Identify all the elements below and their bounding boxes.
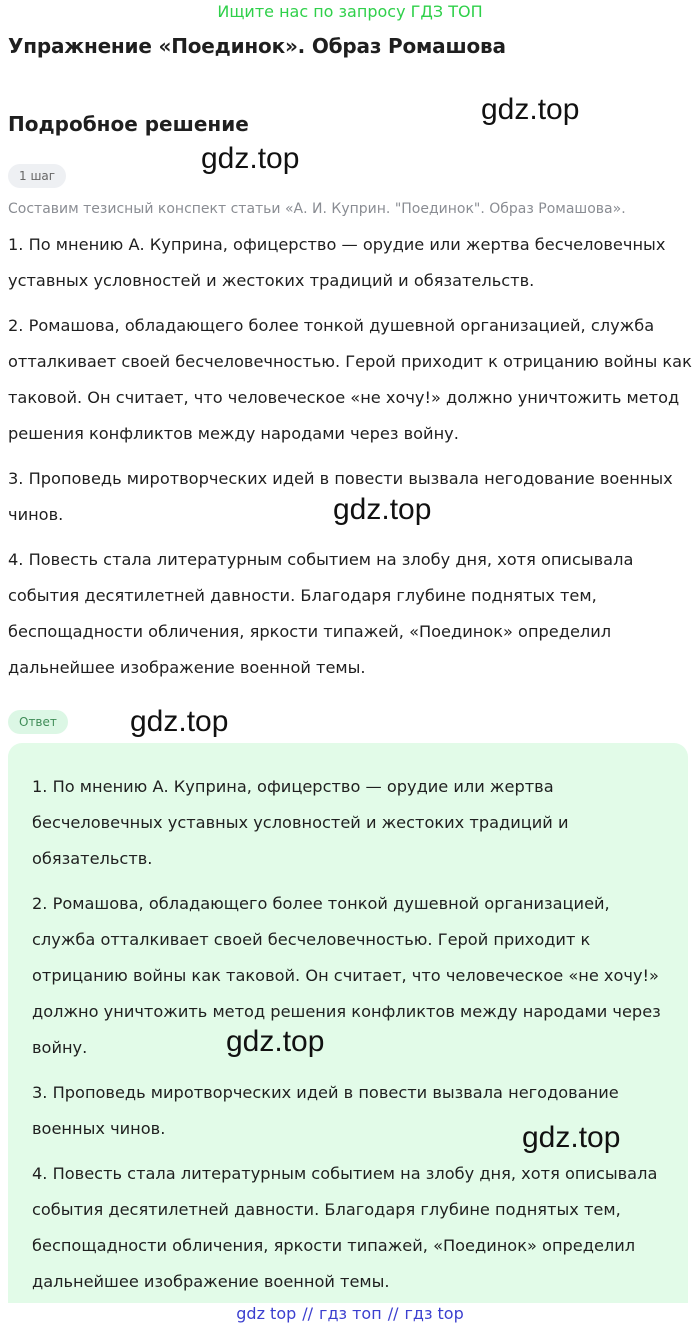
page-title: Упражнение «Поединок». Образ Ромашова: [8, 34, 506, 58]
top-banner[interactable]: Ищите нас по запросу ГДЗ ТОП: [217, 2, 483, 21]
watermark: gdz.top: [481, 93, 580, 126]
answer-paragraph: 3. Проповедь миротворческих идей в повести вызвала негодование военных чинов.: [32, 1083, 619, 1138]
solution-paragraph: 4. Повесть стала литературным событием на злобу дня, хотя описывала события десятилетней давности. Благодаря глубине поднятых тем, беспощадности обличения, яркости типажей, «Поединок» определил дальнейшее изображение военной темы.: [8, 550, 634, 677]
solution-paragraph: 3. Проповедь миротворческих идей в повести вызвала негодование военных чинов.: [8, 469, 673, 524]
watermark: gdz.top: [226, 1025, 325, 1058]
answer-paragraph: 1. По мнению А. Куприна, офицерство — орудие или жертва бесчеловечных уставных условностей и жестоких традиций и обязательств.: [32, 777, 569, 868]
solution-body: [8, 227, 692, 695]
solution-paragraph: 1. По мнению А. Куприна, офицерство — орудие или жертва бесчеловечных уставных условностей и жестоких традиций и обязательств.: [8, 235, 666, 290]
lead-text: Составим тезисный конспект статьи «А. И. Куприн. "Поединок". Образ Ромашова».: [8, 201, 626, 217]
watermark: gdz.top: [522, 1121, 621, 1154]
footer-separator: //: [387, 1304, 399, 1323]
step-badge: 1 шаг: [8, 164, 66, 188]
watermark: gdz.top: [130, 705, 229, 738]
section-title: Подробное решение: [8, 112, 249, 136]
answer-box: [8, 743, 688, 1303]
footer-link[interactable]: гдз top: [404, 1304, 464, 1323]
footer-link[interactable]: гдз топ: [319, 1304, 382, 1323]
footer: [0, 1301, 700, 1329]
watermark: gdz.top: [201, 142, 300, 175]
footer-separator: //: [302, 1304, 314, 1323]
answer-paragraph: 2. Ромашова, обладающего более тонкой душевной организацией, служба отталкивает своей бесчеловечностью. Герой приходит к отрицанию войны как таковой. Он считает, что человеческое «не хочу!» должно уничтожить метод решения конфликтов между народами через войну.: [32, 894, 661, 1057]
answer-paragraph: 4. Повесть стала литературным событием на злобу дня, хотя описывала события десятилетней давности. Благодаря глубине поднятых тем, беспощадности обличения, яркости типажей, «Поединок» определил дальнейшее изображение военной темы.: [32, 1164, 658, 1291]
footer-link[interactable]: gdz top: [236, 1304, 297, 1323]
answer-badge: Ответ: [8, 710, 68, 734]
solution-paragraph: 2. Ромашова, обладающего более тонкой душевной организацией, служба отталкивает своей бесчеловечностью. Герой приходит к отрицанию войны как таковой. Он считает, что человеческое «не хочу!» должно уничтожить метод решения конфликтов между народами через войну.: [8, 316, 692, 443]
watermark: gdz.top: [333, 493, 432, 526]
